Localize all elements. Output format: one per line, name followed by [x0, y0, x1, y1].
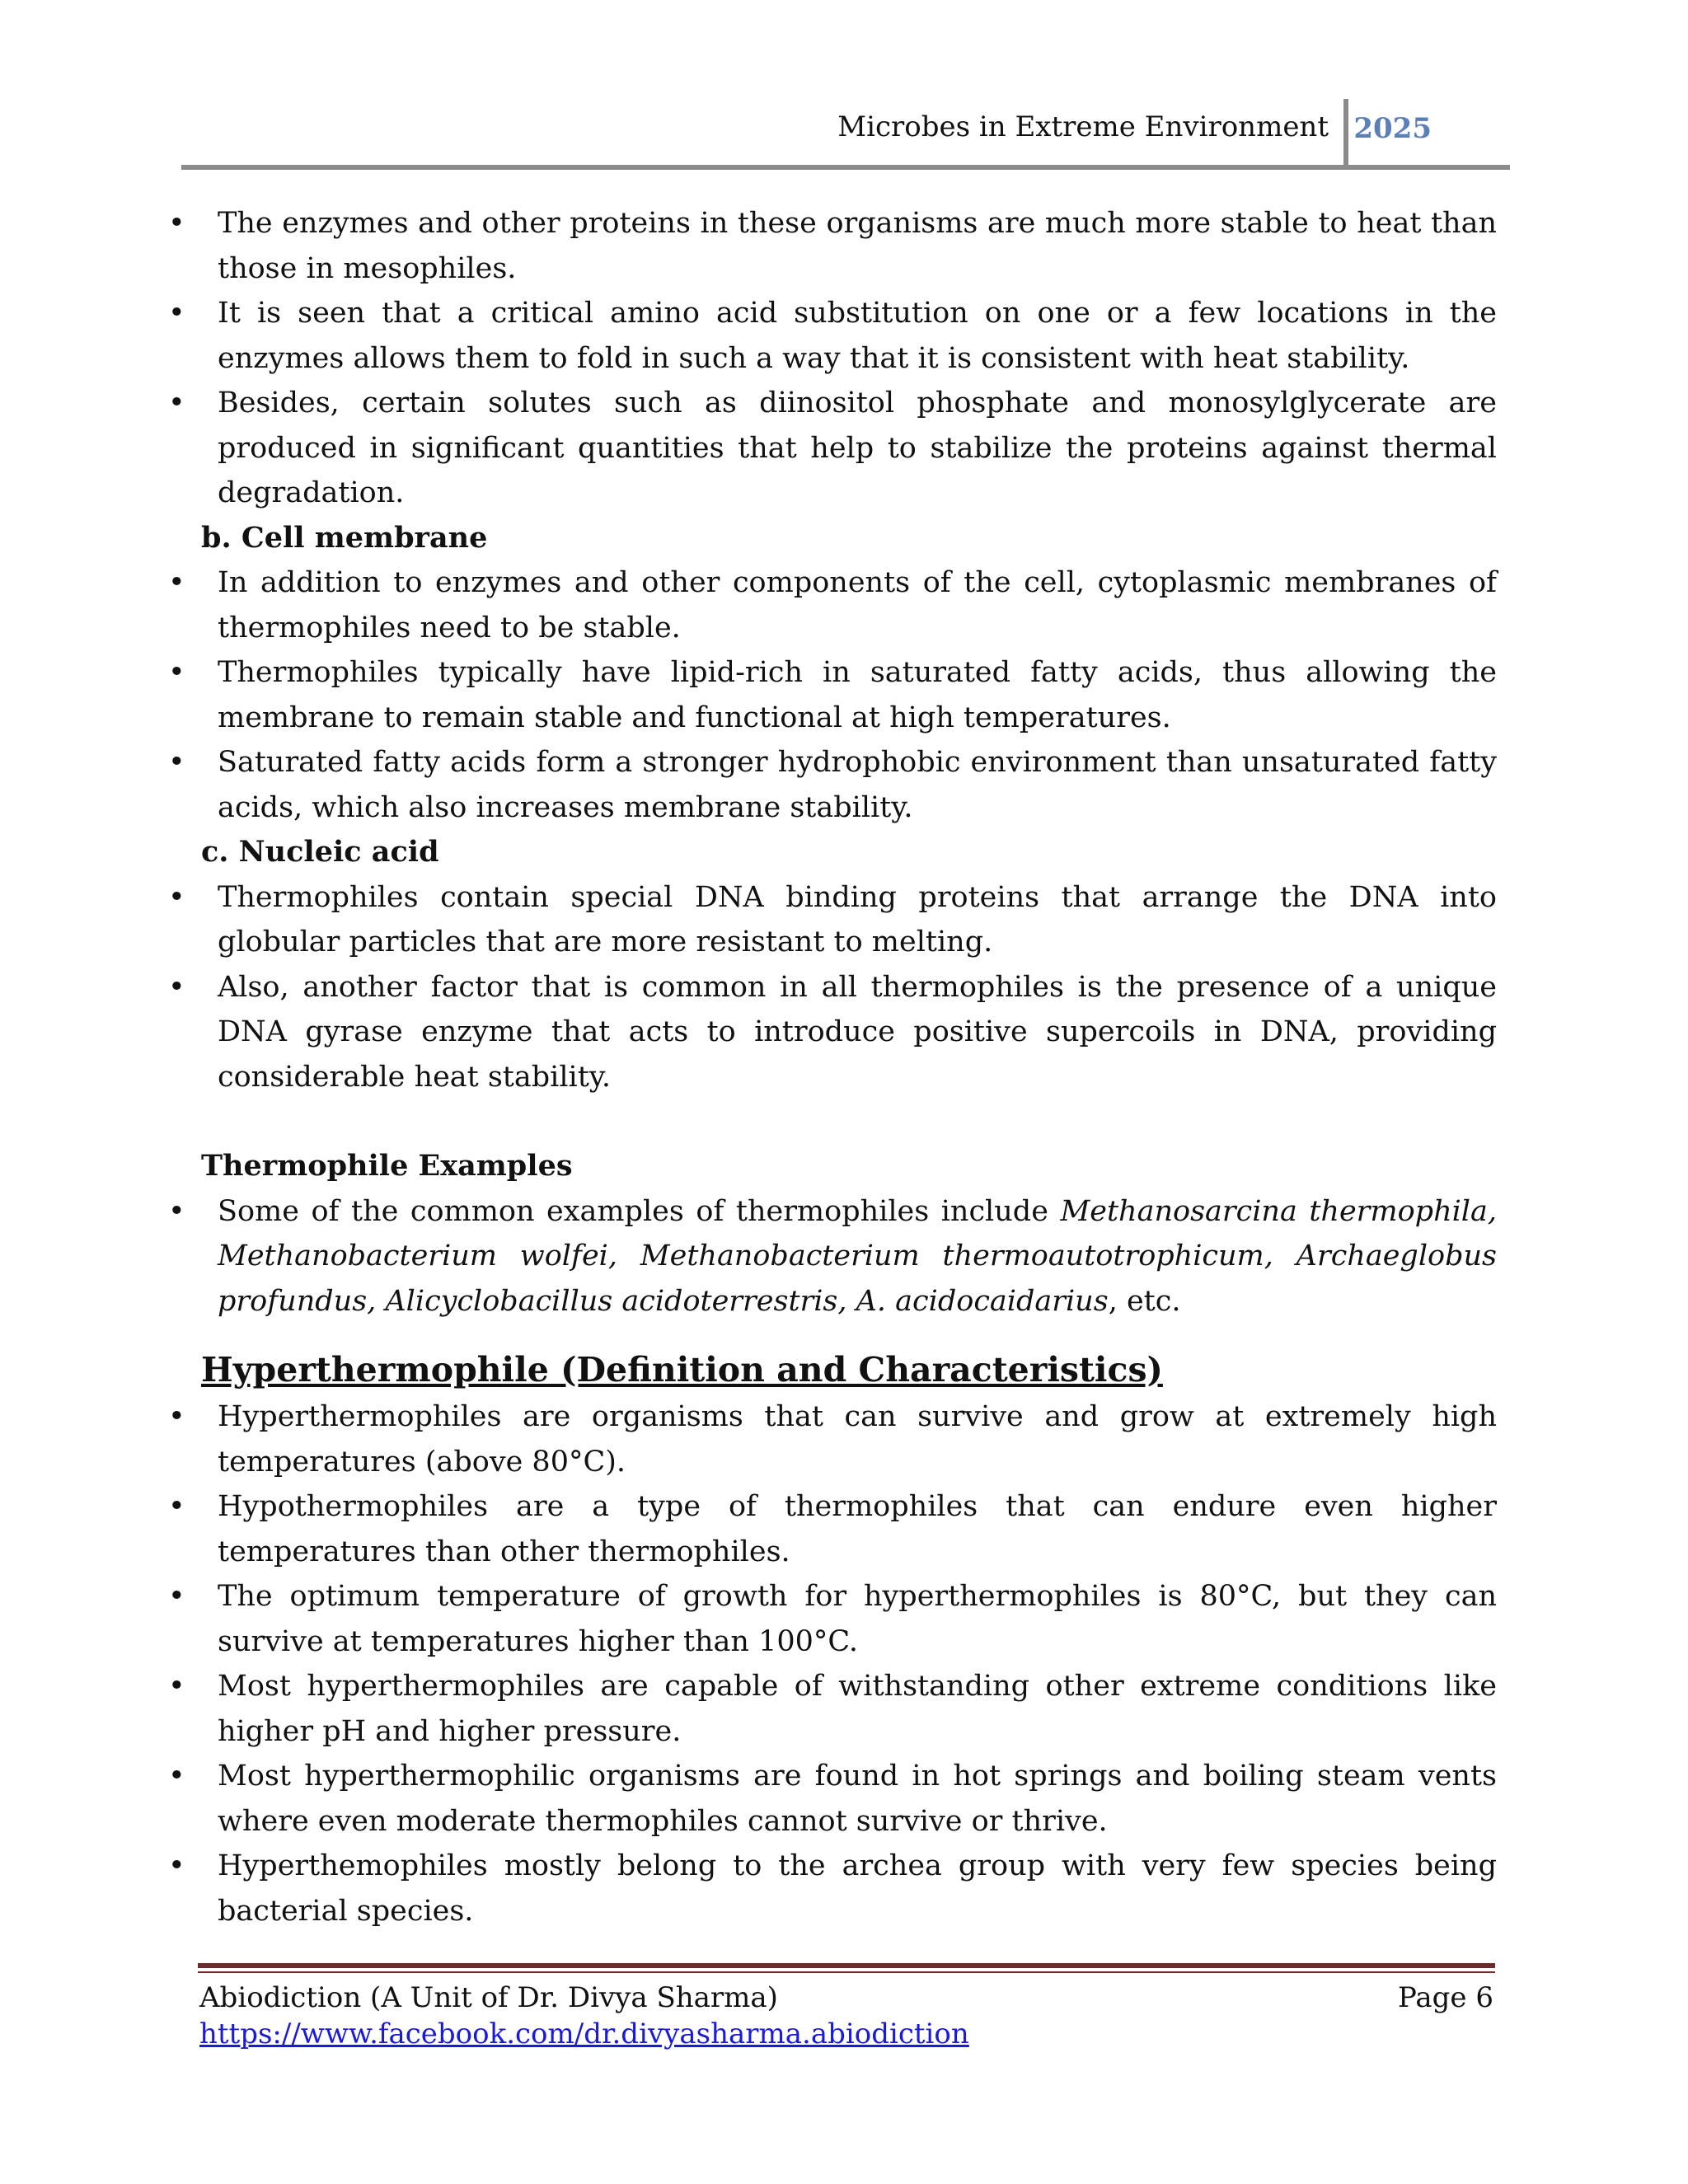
nucleic-acid-list	[157, 875, 1497, 1100]
bullet-icon: •	[168, 297, 185, 330]
list-item: • Besides, certain solutes such as diinositol phosphate and monosylglycerate are produced in significant quantities that help to stabilize the proteins against thermal degradation.	[157, 381, 1497, 516]
page-footer	[199, 1980, 969, 2052]
footer-rule	[198, 1963, 1495, 1968]
nucleic-acid-heading: c. Nucleic acid	[201, 835, 439, 869]
list-item: • Most hyperthermophilic organisms are found in hot springs and boiling steam vents where even moderate thermophiles cannot survive or thrive.	[157, 1754, 1497, 1844]
bullet-icon: •	[168, 1580, 185, 1613]
bullet-icon: •	[168, 656, 185, 689]
bullet-icon: •	[168, 1849, 185, 1882]
bullet-icon: •	[168, 1760, 185, 1793]
list-item: • Saturated fatty acids form a stronger hydrophobic environment than unsaturated fatty acids, which also increases membrane stability.	[157, 740, 1497, 830]
list-item	[157, 1189, 1497, 1324]
bullet-icon: •	[168, 970, 185, 1004]
facebook-link[interactable]: https://www.facebook.com/dr.divyasharma.abiodiction	[199, 2018, 969, 2050]
list-item: • Most hyperthermophiles are capable of withstanding other extreme conditions like higher pH and higher pressure.	[157, 1664, 1497, 1754]
footer-rule-thin	[198, 1971, 1495, 1973]
footer-org: Abiodiction (A Unit of Dr. Divya Sharma)	[199, 1981, 778, 2014]
bullet-icon: •	[168, 1490, 185, 1523]
bullet-icon: •	[168, 1194, 185, 1228]
bullet-icon: •	[168, 566, 185, 599]
hyperthermophile-list	[157, 1394, 1497, 1933]
list-item: • Hyperthemophiles mostly belong to the archea group with very few species being bacterial species.	[157, 1844, 1497, 1933]
examples-intro: Some of the common examples of thermophiles include	[218, 1194, 1061, 1228]
spacer	[157, 1099, 1497, 1144]
list-item: • Thermophiles typically have lipid-rich in saturated fatty acids, thus allowing the membrane to remain stable and functional at high temperatures.	[157, 650, 1497, 740]
list-item: • Thermophiles contain special DNA binding proteins that arrange the DNA into globular particles that are more resistant to melting.	[157, 875, 1497, 965]
header-separator	[1343, 99, 1348, 165]
bullet-icon: •	[168, 1400, 185, 1433]
examples-list	[157, 1189, 1497, 1324]
header-rule	[181, 165, 1510, 170]
protein-stability-list	[157, 201, 1497, 516]
header-year: 2025	[1353, 112, 1432, 145]
list-item: • The enzymes and other proteins in these organisms are much more stable to heat than those in mesophiles.	[157, 201, 1497, 291]
cell-membrane-list	[157, 560, 1497, 830]
page-number: Page 6	[1398, 1981, 1493, 2014]
bullet-icon: •	[168, 387, 185, 419]
examples-heading: Thermophile Examples	[201, 1149, 573, 1183]
list-item: • In addition to enzymes and other components of the cell, cytoplasmic membranes of thermophiles need to be stable.	[157, 560, 1497, 650]
header-title: Microbes in Extreme Environment	[837, 110, 1329, 143]
list-item: • It is seen that a critical amino acid substitution on one or a few locations in the enzymes allows them to fold in such a way that it is consistent with heat stability.	[157, 291, 1497, 381]
page-content	[157, 201, 1497, 1933]
list-item: • Also, another factor that is common in all thermophiles is the presence of a unique DNA gyrase enzyme that acts to introduce positive supercoils in DNA, providing considerable heat stability.	[157, 965, 1497, 1100]
list-item: • Hypothermophiles are a type of thermophiles that can endure even higher temperatures than other thermophiles.	[157, 1484, 1497, 1574]
bullet-icon: •	[168, 880, 185, 914]
examples-tail: , etc.	[1108, 1284, 1181, 1318]
bullet-icon: •	[168, 1670, 185, 1703]
hyperthermophile-title: Hyperthermophile (Definition and Characteristics)	[201, 1350, 1163, 1390]
bullet-icon: •	[168, 746, 185, 779]
list-item: • Hyperthermophiles are organisms that can survive and grow at extremely high temperatures (above 80°C).	[157, 1394, 1497, 1484]
page-header	[181, 97, 1510, 171]
cell-membrane-heading: b. Cell membrane	[201, 520, 488, 555]
examples-species: Methanosarcina thermophila, Methanobacterium wolfei, Methanobacterium thermoautotrophicum, Archaeglobus profundus, Alicyclobacillus acidoterrestris, A. acidocaidarius	[218, 1194, 1497, 1318]
bullet-icon: •	[168, 207, 185, 240]
list-item: • The optimum temperature of growth for hyperthermophiles is 80°C, but they can survive at temperatures higher than 100°C.	[157, 1574, 1497, 1664]
